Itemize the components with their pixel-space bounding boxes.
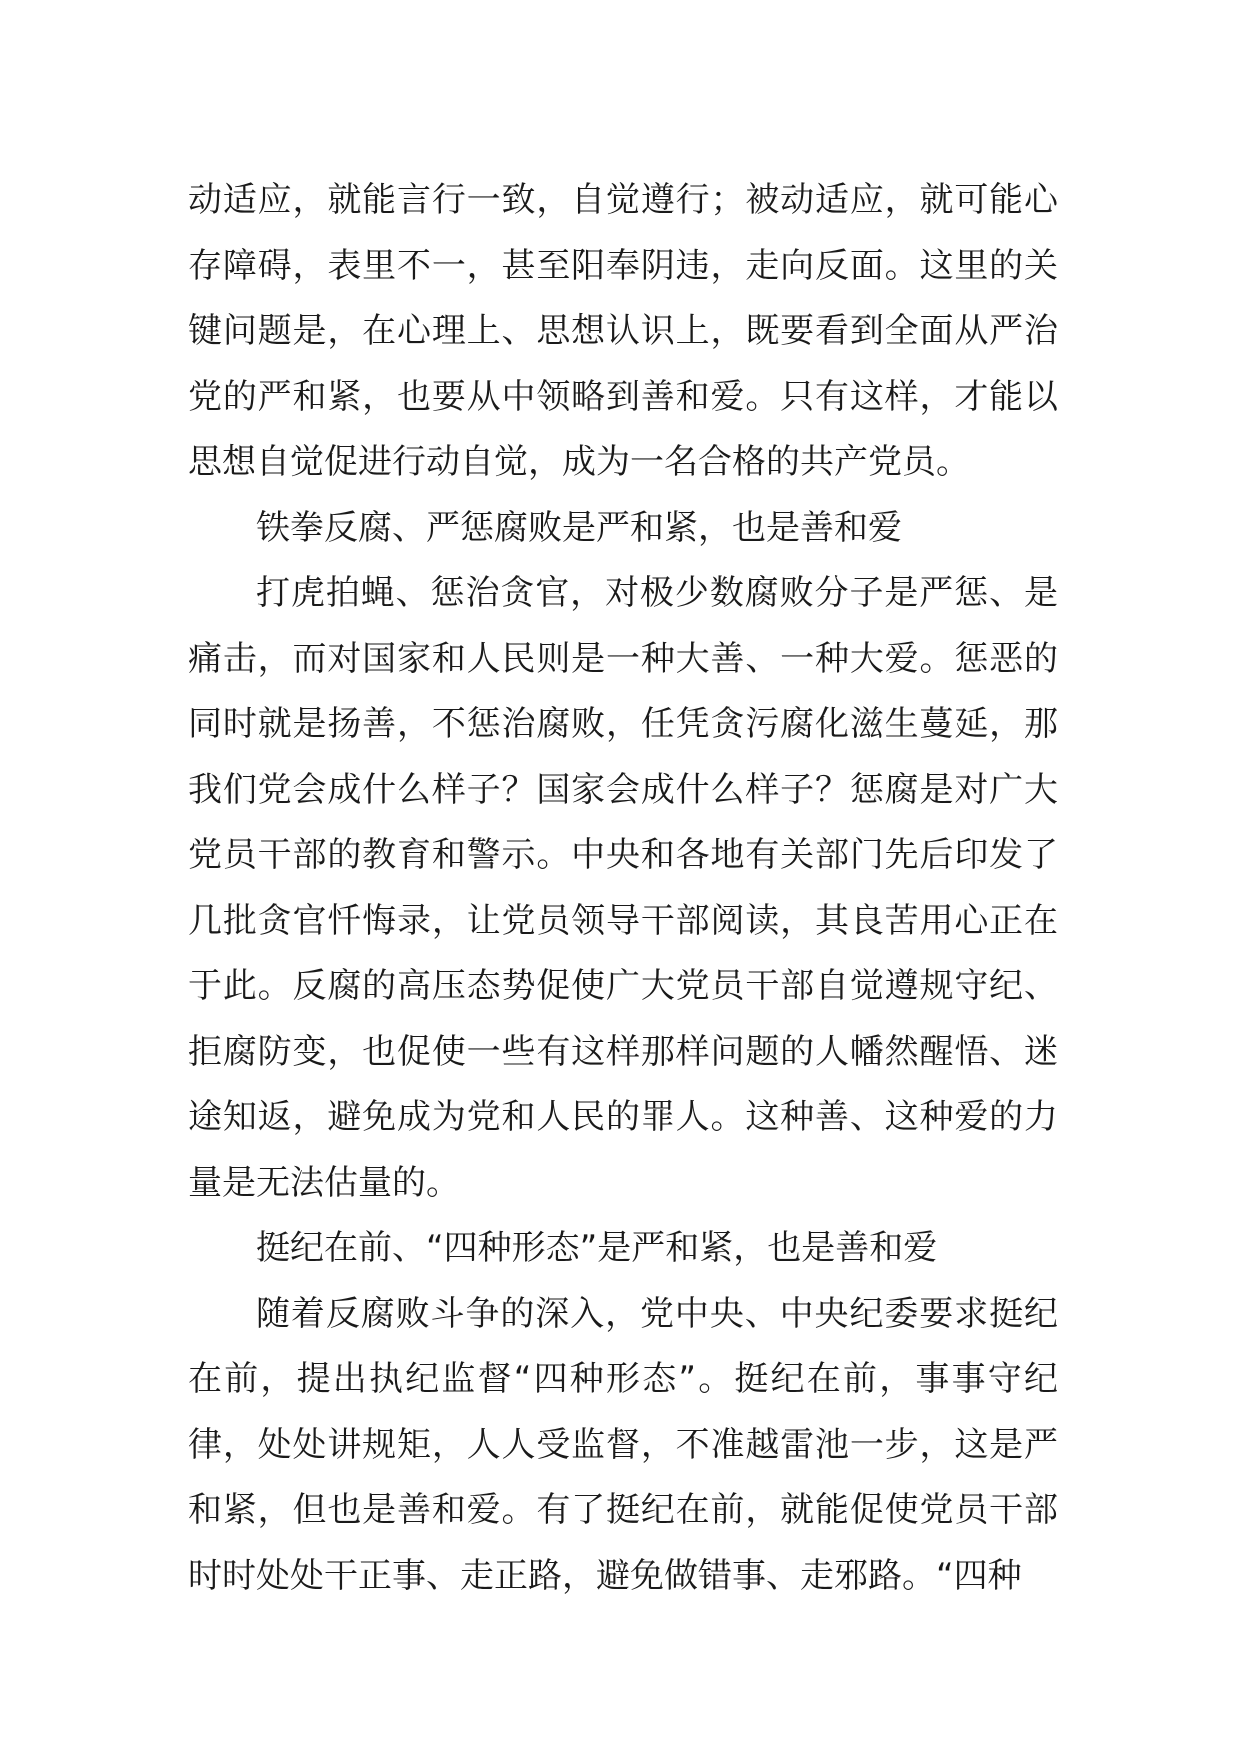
- section-heading-discipline: 挺纪在前、“四种形态”是严和紧，也是善和爱: [256, 1228, 938, 1268]
- paragraph-anti-corruption: 打虎拍蝇、惩治贪官，对极少数腐败分子是严惩、是痛击，而对国家和人民则是一种大善、一种大爱。惩恶的同时就是扬善，不惩治腐败，任凭贪污腐化滋生蔓延，那我们党会成什么样子？国家会成什么样子？惩腐是对广大党员干部的教育和警示。中央和各地有关部门先后印发了几批贪官忏悔录，让党员领导干部阅读，其良苦用心正在于此。反腐的高压态势促使广大党员干部自觉遵规守纪、拒腐防变，也促使一些有这样那样问题的人幡然醒悟、迷途知返，避免成为党和人民的罪人。这种善、这种爱的力量是无法估量的。: [188, 573, 1058, 1203]
- paragraph-discipline: 随着反腐败斗争的深入，党中央、中央纪委要求挺纪在前，提出执纪监督“四种形态”。挺纪在前，事事守纪律，处处讲规矩，人人受监督，不准越雷池一步，这是严和紧，但也是善和爱。有了挺纪在前，就能促使党员干部时时处处干正事、走正路，避免做错事、走邪路。“四种: [188, 1293, 1058, 1596]
- section-heading-anti-corruption: 铁拳反腐、严惩腐败是严和紧，也是善和爱: [256, 507, 902, 548]
- paragraph-continuation: 动适应，就能言行一致，自觉遵行；被动适应，就可能心存障碍，表里不一，甚至阳奉阴违，走向反面。这里的关键问题是，在心理上、思想认识上，既要看到全面从严治党的严和紧，也要从中领略到善和爱。只有这样，才能以思想自觉促进行动自觉，成为一名合格的共产党员。: [188, 180, 1058, 482]
- document-body: [188, 168, 1058, 1609]
